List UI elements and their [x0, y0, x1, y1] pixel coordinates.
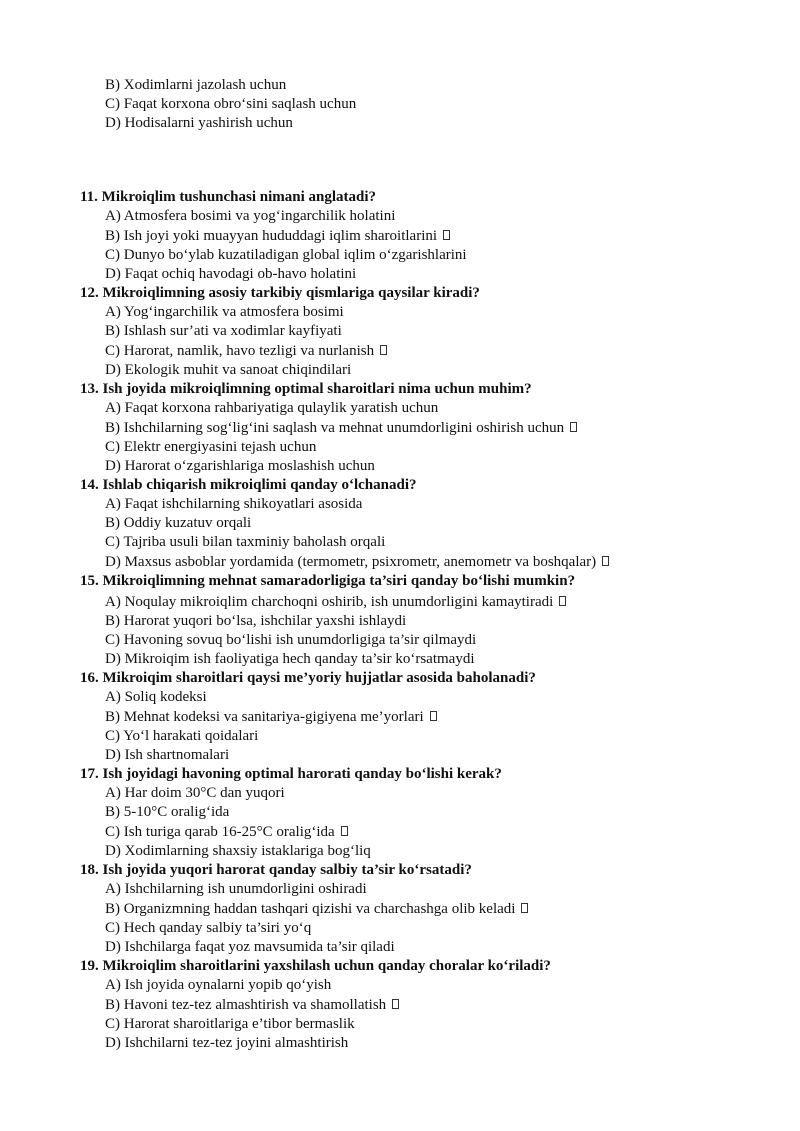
option-line: A) Faqat korxona rahbariyatiga qulaylik yaratish uchun	[105, 400, 439, 416]
question-title: 18. Ish joyida yuqori harorat qanday salbiy ta’sir ko‘rsatadi?	[80, 862, 472, 878]
option-line: B) Harorat yuqori bo‘lsa, ishchilar yaxshi ishlaydi	[105, 613, 407, 629]
option-line: C) Havoning sovuq bo‘lishi ish unumdorligiga ta’sir qilmaydi	[105, 632, 477, 648]
answer-mark-icon	[341, 826, 348, 836]
option-line: D) Harorat o‘zgarishlariga moslashish uchun	[105, 458, 375, 474]
answer-mark-icon	[521, 903, 528, 913]
answer-mark-icon	[430, 711, 437, 721]
option-line: A) Atmosfera bosimi va yog‘ingarchilik holatini	[105, 208, 396, 224]
question-title: 16. Mikroiqim sharoitlari qaysi me’yoriy hujjatlar asosida baholanadi?	[80, 670, 536, 686]
option-line	[105, 996, 399, 1015]
option-line: D) Ishchilarni tez-tez joyini almashtirish	[105, 1035, 349, 1051]
option-text: B) Ishchilarning sog‘lig‘ini saqlash va mehnat unumdorligini oshirish uchun	[105, 420, 565, 436]
option-text: B) Organizmning haddan tashqari qizishi va charchashga olib keladi	[105, 901, 516, 917]
option-line: D) Mikroiqim ish faoliyatiga hech qanday ta’sir ko‘rsatmaydi	[105, 651, 475, 667]
option-text: A) Noqulay mikroiqlim charchoqni oshirib, ish unumdorligini kamaytiradi	[105, 594, 554, 610]
option-line: D) Xodimlarning shaxsiy istaklariga bog‘liq	[105, 843, 371, 859]
option-line: C) Elektr energiyasini tejash uchun	[105, 439, 317, 455]
option-line: C) Tajriba usuli bilan taxminiy baholash orqali	[105, 534, 386, 550]
question-title: 11. Mikroiqlim tushunchasi nimani anglatadi?	[80, 189, 377, 205]
answer-mark-icon	[443, 230, 450, 240]
option-line	[105, 708, 437, 727]
question-title: 14. Ishlab chiqarish mikroiqlimi qanday o‘lchanadi?	[80, 477, 417, 493]
option-text: B) Mehnat kodeksi va sanitariya-gigiyena me’yorlari	[105, 709, 424, 725]
question-title: 19. Mikroiqlim sharoitlarini yaxshilash uchun qanday choralar ko‘riladi?	[80, 958, 551, 974]
option-line	[105, 823, 348, 842]
question-title: 17. Ish joyidagi havoning optimal harorati qanday bo‘lishi kerak?	[80, 766, 502, 782]
option-line: A) Ishchilarning ish unumdorligini oshiradi	[105, 881, 367, 897]
option-line	[105, 419, 577, 438]
option-line: C) Faqat korxona obro‘sini saqlash uchun	[105, 96, 357, 112]
option-line: A) Ish joyida oynalarni yopib qo‘yish	[105, 977, 332, 993]
option-line	[105, 553, 609, 572]
option-text: D) Maxsus asboblar yordamida (termometr, psixrometr, anemometr va boshqalar)	[105, 554, 597, 570]
option-line: B) Oddiy kuzatuv orqali	[105, 515, 252, 531]
option-text: C) Harorat, namlik, havo tezligi va nurlanish	[105, 343, 375, 359]
option-line: D) Ish shartnomalari	[105, 747, 230, 763]
option-line	[105, 900, 528, 919]
option-line: C) Hech qanday salbiy ta’siri yo‘q	[105, 920, 312, 936]
option-line: C) Dunyo bo‘ylab kuzatiladigan global iqlim o‘zgarishlarini	[105, 247, 467, 263]
option-text: B) Havoni tez-tez almashtirish va shamollatish	[105, 997, 387, 1013]
option-line	[105, 342, 387, 361]
answer-mark-icon	[570, 422, 577, 432]
answer-mark-icon	[380, 345, 387, 355]
option-line: B) 5-10°C oralig‘ida	[105, 804, 230, 820]
option-line: D) Ishchilarga faqat yoz mavsumida ta’sir qiladi	[105, 939, 395, 955]
option-line	[105, 227, 450, 246]
option-line: A) Faqat ishchilarning shikoyatlari asosida	[105, 496, 363, 512]
option-line: B) Ishlash sur’ati va xodimlar kayfiyati	[105, 323, 342, 339]
option-line: A) Har doim 30°C dan yuqori	[105, 785, 285, 801]
option-line: D) Ekologik muhit va sanoat chiqindilari	[105, 362, 352, 378]
option-line: D) Hodisalarni yashirish uchun	[105, 115, 293, 131]
question-title: 15. Mikroiqlimning mehnat samaradorligiga ta’siri qanday bo‘lishi mumkin?	[80, 573, 576, 589]
option-line: B) Xodimlarni jazolash uchun	[105, 77, 287, 93]
option-line	[105, 593, 566, 612]
option-line: A) Yog‘ingarchilik va atmosfera bosimi	[105, 304, 344, 320]
answer-mark-icon	[392, 999, 399, 1009]
question-title: 12. Mikroiqlimning asosiy tarkibiy qismlariga qaysilar kiradi?	[80, 285, 480, 301]
answer-mark-icon	[602, 556, 609, 566]
option-line: D) Faqat ochiq havodagi ob-havo holatini	[105, 266, 357, 282]
option-text: C) Ish turiga qarab 16-25°C oralig‘ida	[105, 824, 335, 840]
option-line: C) Yo‘l harakati qoidalari	[105, 728, 259, 744]
option-line: C) Harorat sharoitlariga e’tibor bermaslik	[105, 1016, 355, 1032]
option-line: A) Soliq kodeksi	[105, 689, 207, 705]
question-title: 13. Ish joyida mikroiqlimning optimal sharoitlari nima uchun muhim?	[80, 381, 532, 397]
option-text: B) Ish joyi yoki muayyan hududdagi iqlim sharoitlarini	[105, 228, 438, 244]
answer-mark-icon	[559, 596, 566, 606]
